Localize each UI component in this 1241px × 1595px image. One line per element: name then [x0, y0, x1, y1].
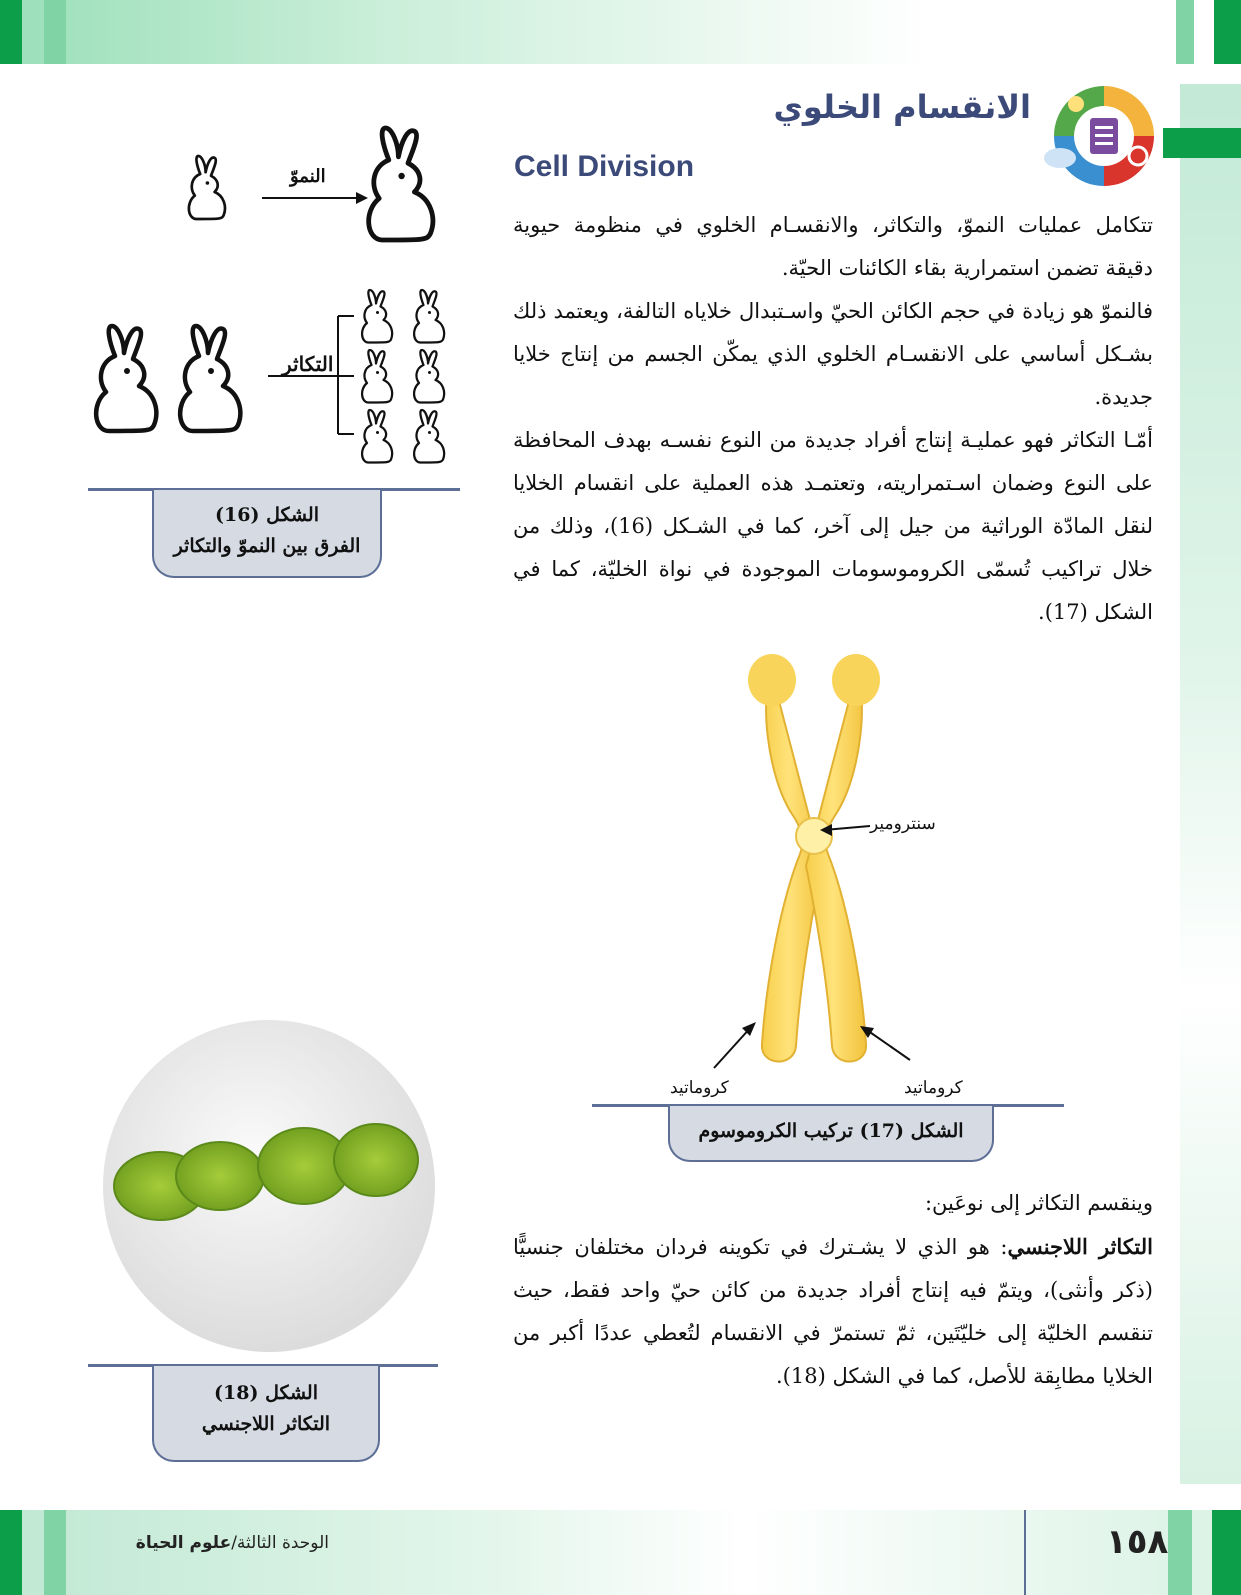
asexual-paragraph [513, 1225, 1153, 1398]
paragraph-1: تتكامل عمليات النموّ، والتكاثر، والانقسـام الخلوي في منظومة حيوية دقيقة تضمن استمرارية بقاء الكائنات الحيّة. [513, 213, 1153, 280]
chromosome-illustration [700, 654, 940, 1074]
figure-18-title: التكاثر اللاجنسي [201, 1413, 331, 1435]
chromatid-label-right: كروماتيد [904, 1078, 963, 1098]
offspring-rabbit-icon [362, 410, 392, 463]
big-rabbit-icon [369, 128, 433, 240]
offspring-rabbit-icon [414, 290, 444, 343]
footer-stripe-right [1212, 1510, 1241, 1595]
offspring-rabbit-icon [362, 290, 392, 343]
figure-16-title: الفرق بين النموّ والتكاثر [173, 535, 361, 557]
header-stripe-left-light [44, 0, 66, 64]
offspring-rabbit-icon [414, 350, 444, 403]
footer-subject: علوم الحياة [135, 1533, 232, 1553]
algae-photo [94, 1018, 444, 1358]
section-title-english: Cell Division [514, 150, 695, 183]
figure-18-number: الشكل (18) [214, 1382, 318, 1404]
paragraph-3: أمّـا التكاثر فهو عمليـة إنتاج أفراد جديدة من النوع نفسـه بهدف المحافظة على النوع وضمان اسـتمراريته، وتعتمـد هذه العملية على انقسام الخلايا لنقل المادّة الوراثية من جيل إلى آخر، كما في الشـكل (16)، وذلك من خلال تراكيب تُسمّى الكروموسومات الموجودة في نواة الخليّة، كما في الشكل (17). [513, 428, 1153, 624]
offspring-rabbit-icon [414, 410, 444, 463]
reproduction-label: التكاثر [282, 352, 334, 376]
header-stripe-left [0, 0, 22, 64]
footer-stripe-right-light [1168, 1510, 1192, 1595]
reproduction-types-intro: وينقسم التكاثر إلى نوعَين: [924, 1191, 1153, 1215]
centromere-shape [796, 818, 832, 854]
figure-17-caption: الشكل (17) تركيب الكروموسوم [668, 1106, 994, 1162]
asexual-term: التكاثر اللاجنسي [1007, 1234, 1153, 1259]
figure-16-illustration [80, 120, 460, 480]
parent-rabbit-icon [96, 326, 156, 431]
header-band [0, 0, 1241, 64]
parent-rabbit-icon-2 [180, 326, 240, 431]
figure-16-number: الشكل (16) [215, 504, 319, 526]
centromere-label: سنترومير [870, 814, 936, 834]
asexual-definition: : هو الذي لا يشـترك في تكوينه فردان مختلفان جنسيًّا (ذكر وأنثى)، ويتمّ فيه إنتاج أفراد جديدة من كائن حيّ واحد فقط، حيث تنقسم الخليّة إلى خليّتَين، ثمّ تستمرّ في الانقسام لتُعطي عددًا أكبر من الخلايا مطابِقة للأصل، كما في الشكل (18). [513, 1235, 1153, 1388]
page-number: ١٥٨ [1106, 1522, 1169, 1562]
footer-unit: الوحدة الثالثة/ [231, 1533, 329, 1553]
header-stripe-right-light [1176, 0, 1194, 64]
section-title-arabic: الانقسام الخلوي [773, 88, 1031, 126]
chromatid-label-left: كروماتيد [670, 1078, 729, 1098]
side-tab [1163, 128, 1241, 158]
side-band [1180, 84, 1241, 1484]
header-stripe-right [1214, 0, 1241, 64]
science-skills-icon [1040, 86, 1158, 192]
footer-stripe-left-light [44, 1510, 66, 1595]
figure-16-caption [152, 490, 382, 578]
footer-unit-subject [136, 1533, 329, 1553]
figure-18-caption [152, 1366, 380, 1462]
intro-text [513, 204, 1153, 634]
footer-stripe-left [0, 1510, 22, 1595]
small-rabbit-icon [189, 156, 225, 219]
footer-divider [1024, 1510, 1026, 1595]
reproduction-types-text [513, 1182, 1153, 1398]
growth-label: النموّ [290, 166, 326, 187]
offspring-rabbit-icon [362, 350, 392, 403]
paragraph-2: فالنموّ هو زيادة في حجم الكائن الحيّ واسـتبدال خلاياه التالفة، ويعتمد ذلك بشـكل أساسي على الانقسـام الخلوي الذي يمكّن الجسم من إنتاج خلايا جديدة. [513, 299, 1153, 409]
